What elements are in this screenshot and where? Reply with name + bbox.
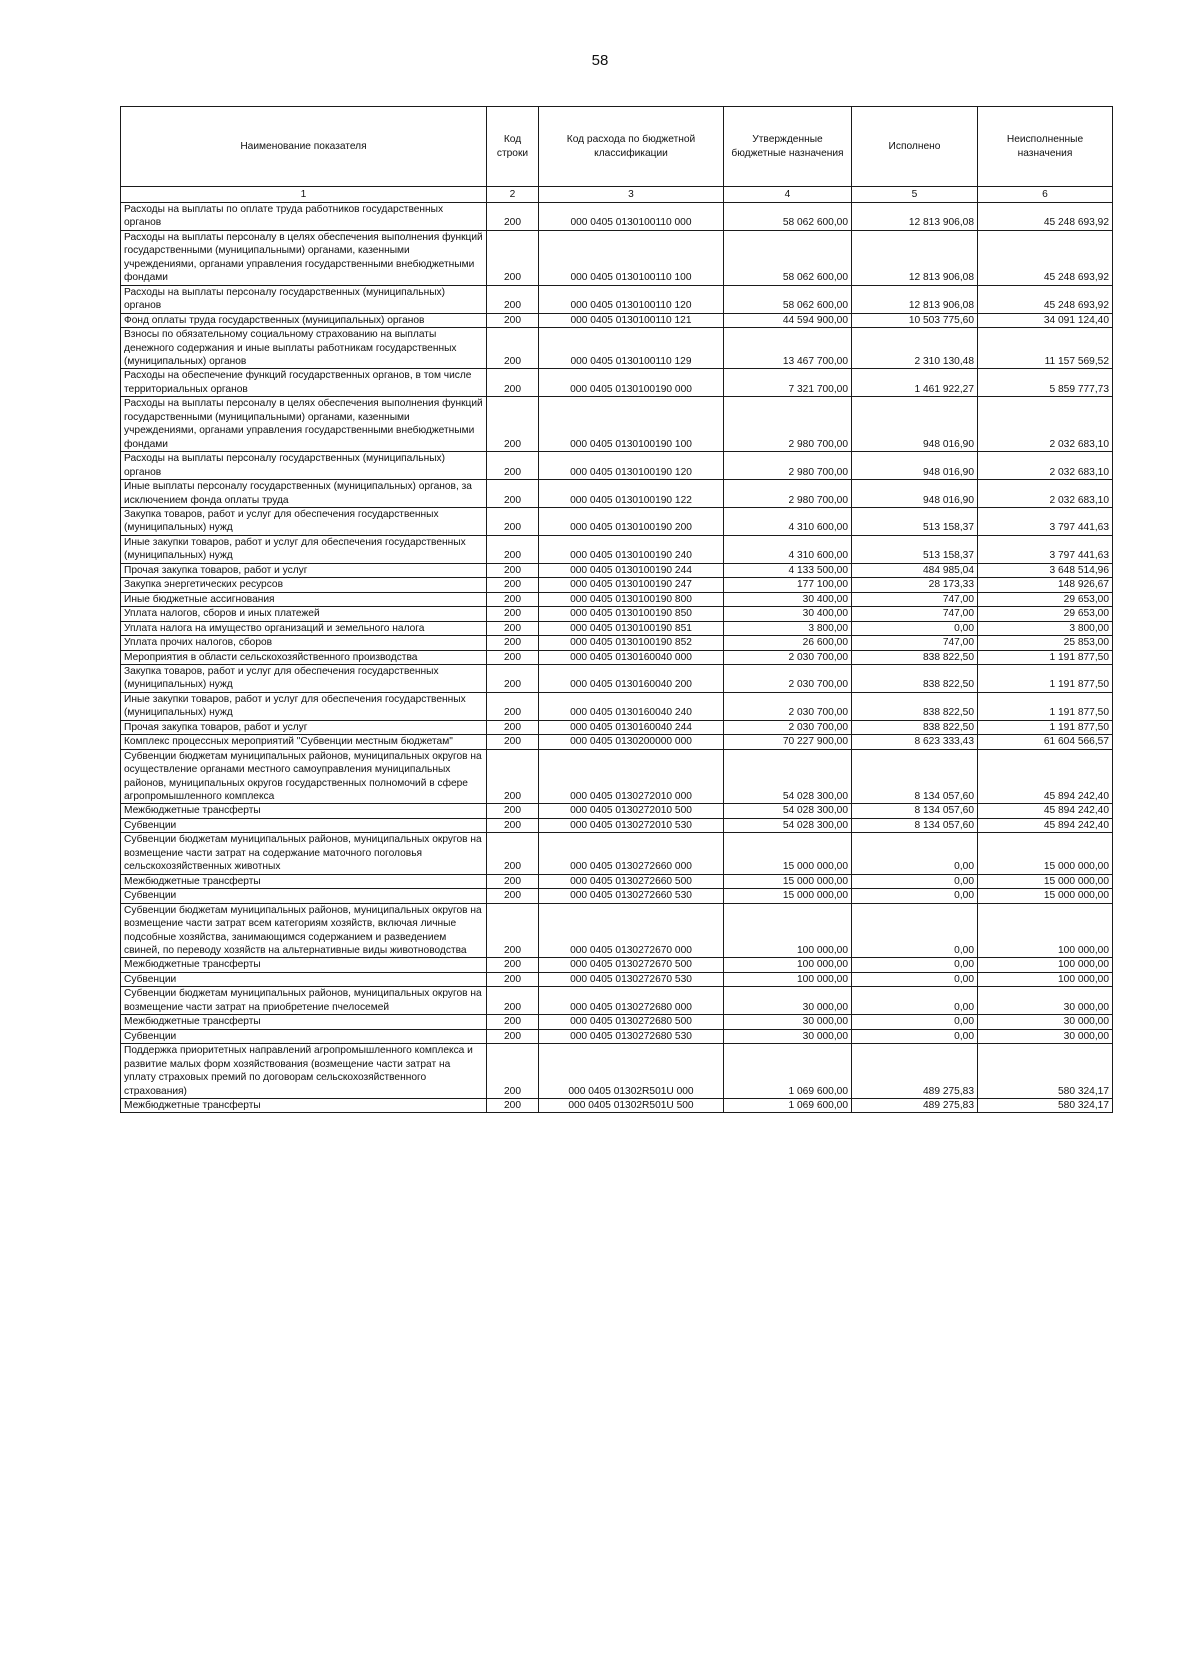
table-header-row [121,107,1113,187]
row-approved-cell: 3 800,00 [724,621,852,635]
row-approved-cell: 58 062 600,00 [724,230,852,285]
row-name-cell: Субвенции бюджетам муниципальных районов, муниципальных округов на возмещение части затрат всем категориям хозяйств, включая личные подсобные хозяйства, занимающимся содержанием и разведением свиней, по переводу хозяйств на альтернативные виды животноводства [121,903,487,958]
row-classification-code-cell: 000 0405 01302R501U 500 [539,1099,724,1113]
row-executed-cell: 838 822,50 [852,692,978,720]
row-classification-code-cell: 000 0405 0130272680 000 [539,987,724,1015]
table-body [121,203,1113,1113]
row-approved-cell: 2 030 700,00 [724,692,852,720]
row-name-cell: Закупка энергетических ресурсов [121,578,487,592]
row-approved-cell: 58 062 600,00 [724,285,852,313]
row-classification-code-cell: 000 0405 0130100110 120 [539,285,724,313]
row-unexecuted-cell: 25 853,00 [978,636,1113,650]
row-classification-code-cell: 000 0405 0130272010 500 [539,804,724,818]
row-line-code-cell: 200 [487,285,539,313]
row-line-code-cell: 200 [487,749,539,804]
row-name-cell: Расходы на обеспечение функций государственных органов, в том числе территориальных органов [121,369,487,397]
table-row [121,664,1113,692]
table-row [121,480,1113,508]
row-executed-cell: 838 822,50 [852,650,978,664]
row-unexecuted-cell: 2 032 683,10 [978,480,1113,508]
table-row [121,578,1113,592]
row-name-cell: Межбюджетные трансферты [121,804,487,818]
row-line-code-cell: 200 [487,507,539,535]
row-approved-cell: 54 028 300,00 [724,749,852,804]
column-number: 1 [121,187,487,203]
row-executed-cell: 838 822,50 [852,720,978,734]
row-executed-cell: 489 275,83 [852,1099,978,1113]
row-name-cell: Иные закупки товаров, работ и услуг для обеспечения государственных (муниципальных) нужд [121,692,487,720]
row-unexecuted-cell: 30 000,00 [978,1029,1113,1043]
row-approved-cell: 100 000,00 [724,958,852,972]
row-classification-code-cell: 000 0405 0130100110 100 [539,230,724,285]
table-row [121,1099,1113,1113]
row-classification-code-cell: 000 0405 0130160040 200 [539,664,724,692]
row-approved-cell: 100 000,00 [724,972,852,986]
row-unexecuted-cell: 580 324,17 [978,1099,1113,1113]
row-classification-code-cell: 000 0405 0130272660 500 [539,874,724,888]
row-executed-cell: 948 016,90 [852,397,978,452]
row-classification-code-cell: 000 0405 0130272680 530 [539,1029,724,1043]
row-approved-cell: 30 000,00 [724,1015,852,1029]
row-unexecuted-cell: 45 894 242,40 [978,749,1113,804]
row-line-code-cell: 200 [487,958,539,972]
row-line-code-cell: 200 [487,987,539,1015]
row-name-cell: Уплата налогов, сборов и иных платежей [121,607,487,621]
row-line-code-cell: 200 [487,903,539,958]
table-row [121,735,1113,749]
row-name-cell: Иные закупки товаров, работ и услуг для обеспечения государственных (муниципальных) нужд [121,535,487,563]
row-unexecuted-cell: 1 191 877,50 [978,720,1113,734]
row-approved-cell: 177 100,00 [724,578,852,592]
row-line-code-cell: 200 [487,592,539,606]
row-unexecuted-cell: 2 032 683,10 [978,452,1113,480]
row-approved-cell: 30 400,00 [724,607,852,621]
table-row [121,874,1113,888]
row-unexecuted-cell: 100 000,00 [978,903,1113,958]
row-approved-cell: 30 400,00 [724,592,852,606]
row-name-cell: Субвенции [121,818,487,832]
row-approved-cell: 2 980 700,00 [724,480,852,508]
row-unexecuted-cell: 100 000,00 [978,958,1113,972]
row-approved-cell: 1 069 600,00 [724,1044,852,1099]
row-line-code-cell: 200 [487,563,539,577]
table-row [121,636,1113,650]
row-executed-cell: 747,00 [852,592,978,606]
row-line-code-cell: 200 [487,313,539,327]
row-classification-code-cell: 000 0405 0130272670 530 [539,972,724,986]
column-number: 2 [487,187,539,203]
column-number: 6 [978,187,1113,203]
table-row [121,958,1113,972]
table-row [121,535,1113,563]
table-row [121,452,1113,480]
row-classification-code-cell: 000 0405 0130160040 000 [539,650,724,664]
row-unexecuted-cell: 3 800,00 [978,621,1113,635]
row-approved-cell: 13 467 700,00 [724,328,852,369]
table-row [121,592,1113,606]
row-line-code-cell: 200 [487,1044,539,1099]
row-unexecuted-cell: 3 648 514,96 [978,563,1113,577]
row-classification-code-cell: 000 0405 0130272660 000 [539,833,724,874]
table-row [121,621,1113,635]
row-classification-code-cell: 000 0405 0130200000 000 [539,735,724,749]
table-row [121,1015,1113,1029]
table-row [121,328,1113,369]
row-line-code-cell: 200 [487,328,539,369]
table-row [121,313,1113,327]
row-classification-code-cell: 000 0405 0130100190 800 [539,592,724,606]
row-name-cell: Расходы на выплаты персоналу в целях обеспечения выполнения функций государственными (муниципальными) органами, казенными учреждениями, органами управления государственными внебюджетными фондами [121,397,487,452]
row-executed-cell: 513 158,37 [852,507,978,535]
row-name-cell: Расходы на выплаты персоналу государственных (муниципальных) органов [121,452,487,480]
row-classification-code-cell: 000 0405 01302R501U 000 [539,1044,724,1099]
row-unexecuted-cell: 1 191 877,50 [978,650,1113,664]
row-unexecuted-cell: 1 191 877,50 [978,692,1113,720]
row-executed-cell: 0,00 [852,1029,978,1043]
header-approved-assignments: Утвержденные бюджетные назначения [724,107,852,187]
row-line-code-cell: 200 [487,230,539,285]
row-classification-code-cell: 000 0405 0130100190 120 [539,452,724,480]
table-row [121,607,1113,621]
column-number: 3 [539,187,724,203]
column-number: 4 [724,187,852,203]
row-line-code-cell: 200 [487,833,539,874]
row-name-cell: Субвенции [121,972,487,986]
table-row [121,818,1113,832]
row-approved-cell: 58 062 600,00 [724,203,852,231]
row-name-cell: Комплекс процессных мероприятий "Субвенции местным бюджетам" [121,735,487,749]
row-line-code-cell: 200 [487,397,539,452]
row-approved-cell: 2 030 700,00 [724,650,852,664]
row-line-code-cell: 200 [487,452,539,480]
row-approved-cell: 44 594 900,00 [724,313,852,327]
header-executed: Исполнено [852,107,978,187]
row-classification-code-cell: 000 0405 0130100190 244 [539,563,724,577]
row-executed-cell: 513 158,37 [852,535,978,563]
row-approved-cell: 30 000,00 [724,1029,852,1043]
row-approved-cell: 4 133 500,00 [724,563,852,577]
row-approved-cell: 15 000 000,00 [724,874,852,888]
row-name-cell: Субвенции бюджетам муниципальных районов, муниципальных округов на возмещение части затрат на приобретение пчелосемей [121,987,487,1015]
row-name-cell: Иные бюджетные ассигнования [121,592,487,606]
row-classification-code-cell: 000 0405 0130272010 000 [539,749,724,804]
row-classification-code-cell: 000 0405 0130100110 121 [539,313,724,327]
row-approved-cell: 54 028 300,00 [724,804,852,818]
table-row [121,563,1113,577]
row-unexecuted-cell: 2 032 683,10 [978,397,1113,452]
row-approved-cell: 2 030 700,00 [724,664,852,692]
row-unexecuted-cell: 3 797 441,63 [978,535,1113,563]
table-row [121,833,1113,874]
row-line-code-cell: 200 [487,735,539,749]
row-unexecuted-cell: 11 157 569,52 [978,328,1113,369]
row-executed-cell: 1 461 922,27 [852,369,978,397]
row-name-cell: Межбюджетные трансферты [121,874,487,888]
row-unexecuted-cell: 15 000 000,00 [978,874,1113,888]
row-name-cell: Межбюджетные трансферты [121,958,487,972]
row-executed-cell: 10 503 775,60 [852,313,978,327]
header-line-code: Код строки [487,107,539,187]
row-name-cell: Взносы по обязательному социальному страхованию на выплаты денежного содержания и иные выплаты работникам государственных (муниципальных) органов [121,328,487,369]
row-classification-code-cell: 000 0405 0130160040 240 [539,692,724,720]
row-executed-cell: 12 813 906,08 [852,203,978,231]
header-unexecuted-assignments: Неисполненные назначения [978,107,1113,187]
row-approved-cell: 15 000 000,00 [724,889,852,903]
row-unexecuted-cell: 580 324,17 [978,1044,1113,1099]
row-classification-code-cell: 000 0405 0130100190 247 [539,578,724,592]
table-row [121,1044,1113,1099]
row-classification-code-cell: 000 0405 0130100110 129 [539,328,724,369]
table-row [121,749,1113,804]
row-unexecuted-cell: 29 653,00 [978,592,1113,606]
row-line-code-cell: 200 [487,535,539,563]
table-row [121,972,1113,986]
row-executed-cell: 0,00 [852,621,978,635]
header-budget-classification-code: Код расхода по бюджетной классификации [539,107,724,187]
row-approved-cell: 7 321 700,00 [724,369,852,397]
row-executed-cell: 948 016,90 [852,452,978,480]
row-name-cell: Уплата налога на имущество организаций и земельного налога [121,621,487,635]
row-unexecuted-cell: 15 000 000,00 [978,833,1113,874]
row-classification-code-cell: 000 0405 0130100190 851 [539,621,724,635]
row-line-code-cell: 200 [487,650,539,664]
row-line-code-cell: 200 [487,203,539,231]
row-name-cell: Субвенции [121,1029,487,1043]
row-line-code-cell: 200 [487,369,539,397]
row-classification-code-cell: 000 0405 0130272010 530 [539,818,724,832]
row-name-cell: Закупка товаров, работ и услуг для обеспечения государственных (муниципальных) нужд [121,664,487,692]
row-line-code-cell: 200 [487,692,539,720]
row-approved-cell: 30 000,00 [724,987,852,1015]
row-unexecuted-cell: 45 248 693,92 [978,230,1113,285]
row-classification-code-cell: 000 0405 0130100190 200 [539,507,724,535]
row-approved-cell: 2 030 700,00 [724,720,852,734]
row-line-code-cell: 200 [487,874,539,888]
row-approved-cell: 2 980 700,00 [724,452,852,480]
table-row [121,369,1113,397]
table-row [121,1029,1113,1043]
row-name-cell: Субвенции бюджетам муниципальных районов, муниципальных округов на осуществление органами местного самоуправления муниципальных районов, муниципальных округов государственных полномочий в сфере агропромышленного комплекса [121,749,487,804]
table-row [121,889,1113,903]
row-executed-cell: 747,00 [852,607,978,621]
row-unexecuted-cell: 61 604 566,57 [978,735,1113,749]
row-name-cell: Закупка товаров, работ и услуг для обеспечения государственных (муниципальных) нужд [121,507,487,535]
row-unexecuted-cell: 30 000,00 [978,987,1113,1015]
row-unexecuted-cell: 45 248 693,92 [978,285,1113,313]
table-row [121,720,1113,734]
row-executed-cell: 8 134 057,60 [852,749,978,804]
row-line-code-cell: 200 [487,621,539,635]
page-number: 58 [591,52,609,69]
row-executed-cell: 28 173,33 [852,578,978,592]
row-unexecuted-cell: 100 000,00 [978,972,1113,986]
row-classification-code-cell: 000 0405 0130100110 000 [539,203,724,231]
row-line-code-cell: 200 [487,720,539,734]
row-executed-cell: 12 813 906,08 [852,230,978,285]
row-name-cell: Расходы на выплаты персоналу в целях обеспечения выполнения функций государственными (муниципальными) органами, казенными учреждениями, органами управления государственными внебюджетными фондами [121,230,487,285]
row-executed-cell: 8 134 057,60 [852,818,978,832]
row-name-cell: Расходы на выплаты по оплате труда работников государственных органов [121,203,487,231]
row-approved-cell: 70 227 900,00 [724,735,852,749]
table-row [121,397,1113,452]
row-line-code-cell: 200 [487,578,539,592]
row-approved-cell: 54 028 300,00 [724,818,852,832]
row-approved-cell: 4 310 600,00 [724,535,852,563]
row-line-code-cell: 200 [487,972,539,986]
row-unexecuted-cell: 45 248 693,92 [978,203,1113,231]
row-approved-cell: 15 000 000,00 [724,833,852,874]
column-number-row [121,187,1113,203]
row-line-code-cell: 200 [487,664,539,692]
row-line-code-cell: 200 [487,1099,539,1113]
row-classification-code-cell: 000 0405 0130100190 852 [539,636,724,650]
row-line-code-cell: 200 [487,480,539,508]
table-row [121,507,1113,535]
row-name-cell: Поддержка приоритетных направлений агропромышленного комплекса и развитие малых форм хозяйствования (возмещение части затрат на уплату страховых премий по договорам сельскохозяйственного страхования) [121,1044,487,1099]
row-unexecuted-cell: 3 797 441,63 [978,507,1113,535]
table-row [121,903,1113,958]
row-unexecuted-cell: 5 859 777,73 [978,369,1113,397]
row-executed-cell: 484 985,04 [852,563,978,577]
row-approved-cell: 26 600,00 [724,636,852,650]
row-name-cell: Иные выплаты персоналу государственных (муниципальных) органов, за исключением фонда оплаты труда [121,480,487,508]
row-name-cell: Субвенции [121,889,487,903]
row-executed-cell: 0,00 [852,874,978,888]
row-name-cell: Межбюджетные трансферты [121,1099,487,1113]
row-executed-cell: 0,00 [852,833,978,874]
row-line-code-cell: 200 [487,804,539,818]
row-approved-cell: 100 000,00 [724,903,852,958]
row-unexecuted-cell: 148 926,67 [978,578,1113,592]
row-name-cell: Фонд оплаты труда государственных (муниципальных) органов [121,313,487,327]
row-name-cell: Межбюджетные трансферты [121,1015,487,1029]
row-unexecuted-cell: 29 653,00 [978,607,1113,621]
row-line-code-cell: 200 [487,889,539,903]
row-executed-cell: 0,00 [852,958,978,972]
row-executed-cell: 8 134 057,60 [852,804,978,818]
row-classification-code-cell: 000 0405 0130100190 850 [539,607,724,621]
row-unexecuted-cell: 45 894 242,40 [978,804,1113,818]
row-executed-cell: 8 623 333,43 [852,735,978,749]
row-classification-code-cell: 000 0405 0130272670 000 [539,903,724,958]
row-line-code-cell: 200 [487,1015,539,1029]
table-row [121,804,1113,818]
row-name-cell: Прочая закупка товаров, работ и услуг [121,720,487,734]
row-executed-cell: 0,00 [852,1015,978,1029]
table-row [121,285,1113,313]
row-classification-code-cell: 000 0405 0130272670 500 [539,958,724,972]
row-classification-code-cell: 000 0405 0130100190 122 [539,480,724,508]
row-name-cell: Прочая закупка товаров, работ и услуг [121,563,487,577]
row-executed-cell: 747,00 [852,636,978,650]
header-indicator-name: Наименование показателя [121,107,487,187]
row-executed-cell: 12 813 906,08 [852,285,978,313]
budget-execution-table [120,106,1113,1113]
row-line-code-cell: 200 [487,818,539,832]
column-number: 5 [852,187,978,203]
row-approved-cell: 2 980 700,00 [724,397,852,452]
row-executed-cell: 0,00 [852,889,978,903]
row-line-code-cell: 200 [487,607,539,621]
table-row [121,230,1113,285]
row-line-code-cell: 200 [487,636,539,650]
row-unexecuted-cell: 1 191 877,50 [978,664,1113,692]
row-classification-code-cell: 000 0405 0130100190 240 [539,535,724,563]
row-executed-cell: 838 822,50 [852,664,978,692]
table-row [121,987,1113,1015]
table-row [121,650,1113,664]
row-unexecuted-cell: 30 000,00 [978,1015,1113,1029]
row-executed-cell: 0,00 [852,987,978,1015]
row-classification-code-cell: 000 0405 0130272660 530 [539,889,724,903]
table-row [121,203,1113,231]
row-classification-code-cell: 000 0405 0130272680 500 [539,1015,724,1029]
row-unexecuted-cell: 15 000 000,00 [978,889,1113,903]
row-approved-cell: 4 310 600,00 [724,507,852,535]
row-classification-code-cell: 000 0405 0130100190 100 [539,397,724,452]
row-unexecuted-cell: 45 894 242,40 [978,818,1113,832]
row-approved-cell: 1 069 600,00 [724,1099,852,1113]
row-name-cell: Расходы на выплаты персоналу государственных (муниципальных) органов [121,285,487,313]
row-unexecuted-cell: 34 091 124,40 [978,313,1113,327]
row-name-cell: Субвенции бюджетам муниципальных районов, муниципальных округов на возмещение части затрат на содержание маточного поголовья сельскохозяйственных животных [121,833,487,874]
row-executed-cell: 2 310 130,48 [852,328,978,369]
row-executed-cell: 489 275,83 [852,1044,978,1099]
table-row [121,692,1113,720]
row-name-cell: Уплата прочих налогов, сборов [121,636,487,650]
row-classification-code-cell: 000 0405 0130100190 000 [539,369,724,397]
row-line-code-cell: 200 [487,1029,539,1043]
row-classification-code-cell: 000 0405 0130160040 244 [539,720,724,734]
row-name-cell: Мероприятия в области сельскохозяйственного производства [121,650,487,664]
row-executed-cell: 0,00 [852,972,978,986]
row-executed-cell: 948 016,90 [852,480,978,508]
row-executed-cell: 0,00 [852,903,978,958]
